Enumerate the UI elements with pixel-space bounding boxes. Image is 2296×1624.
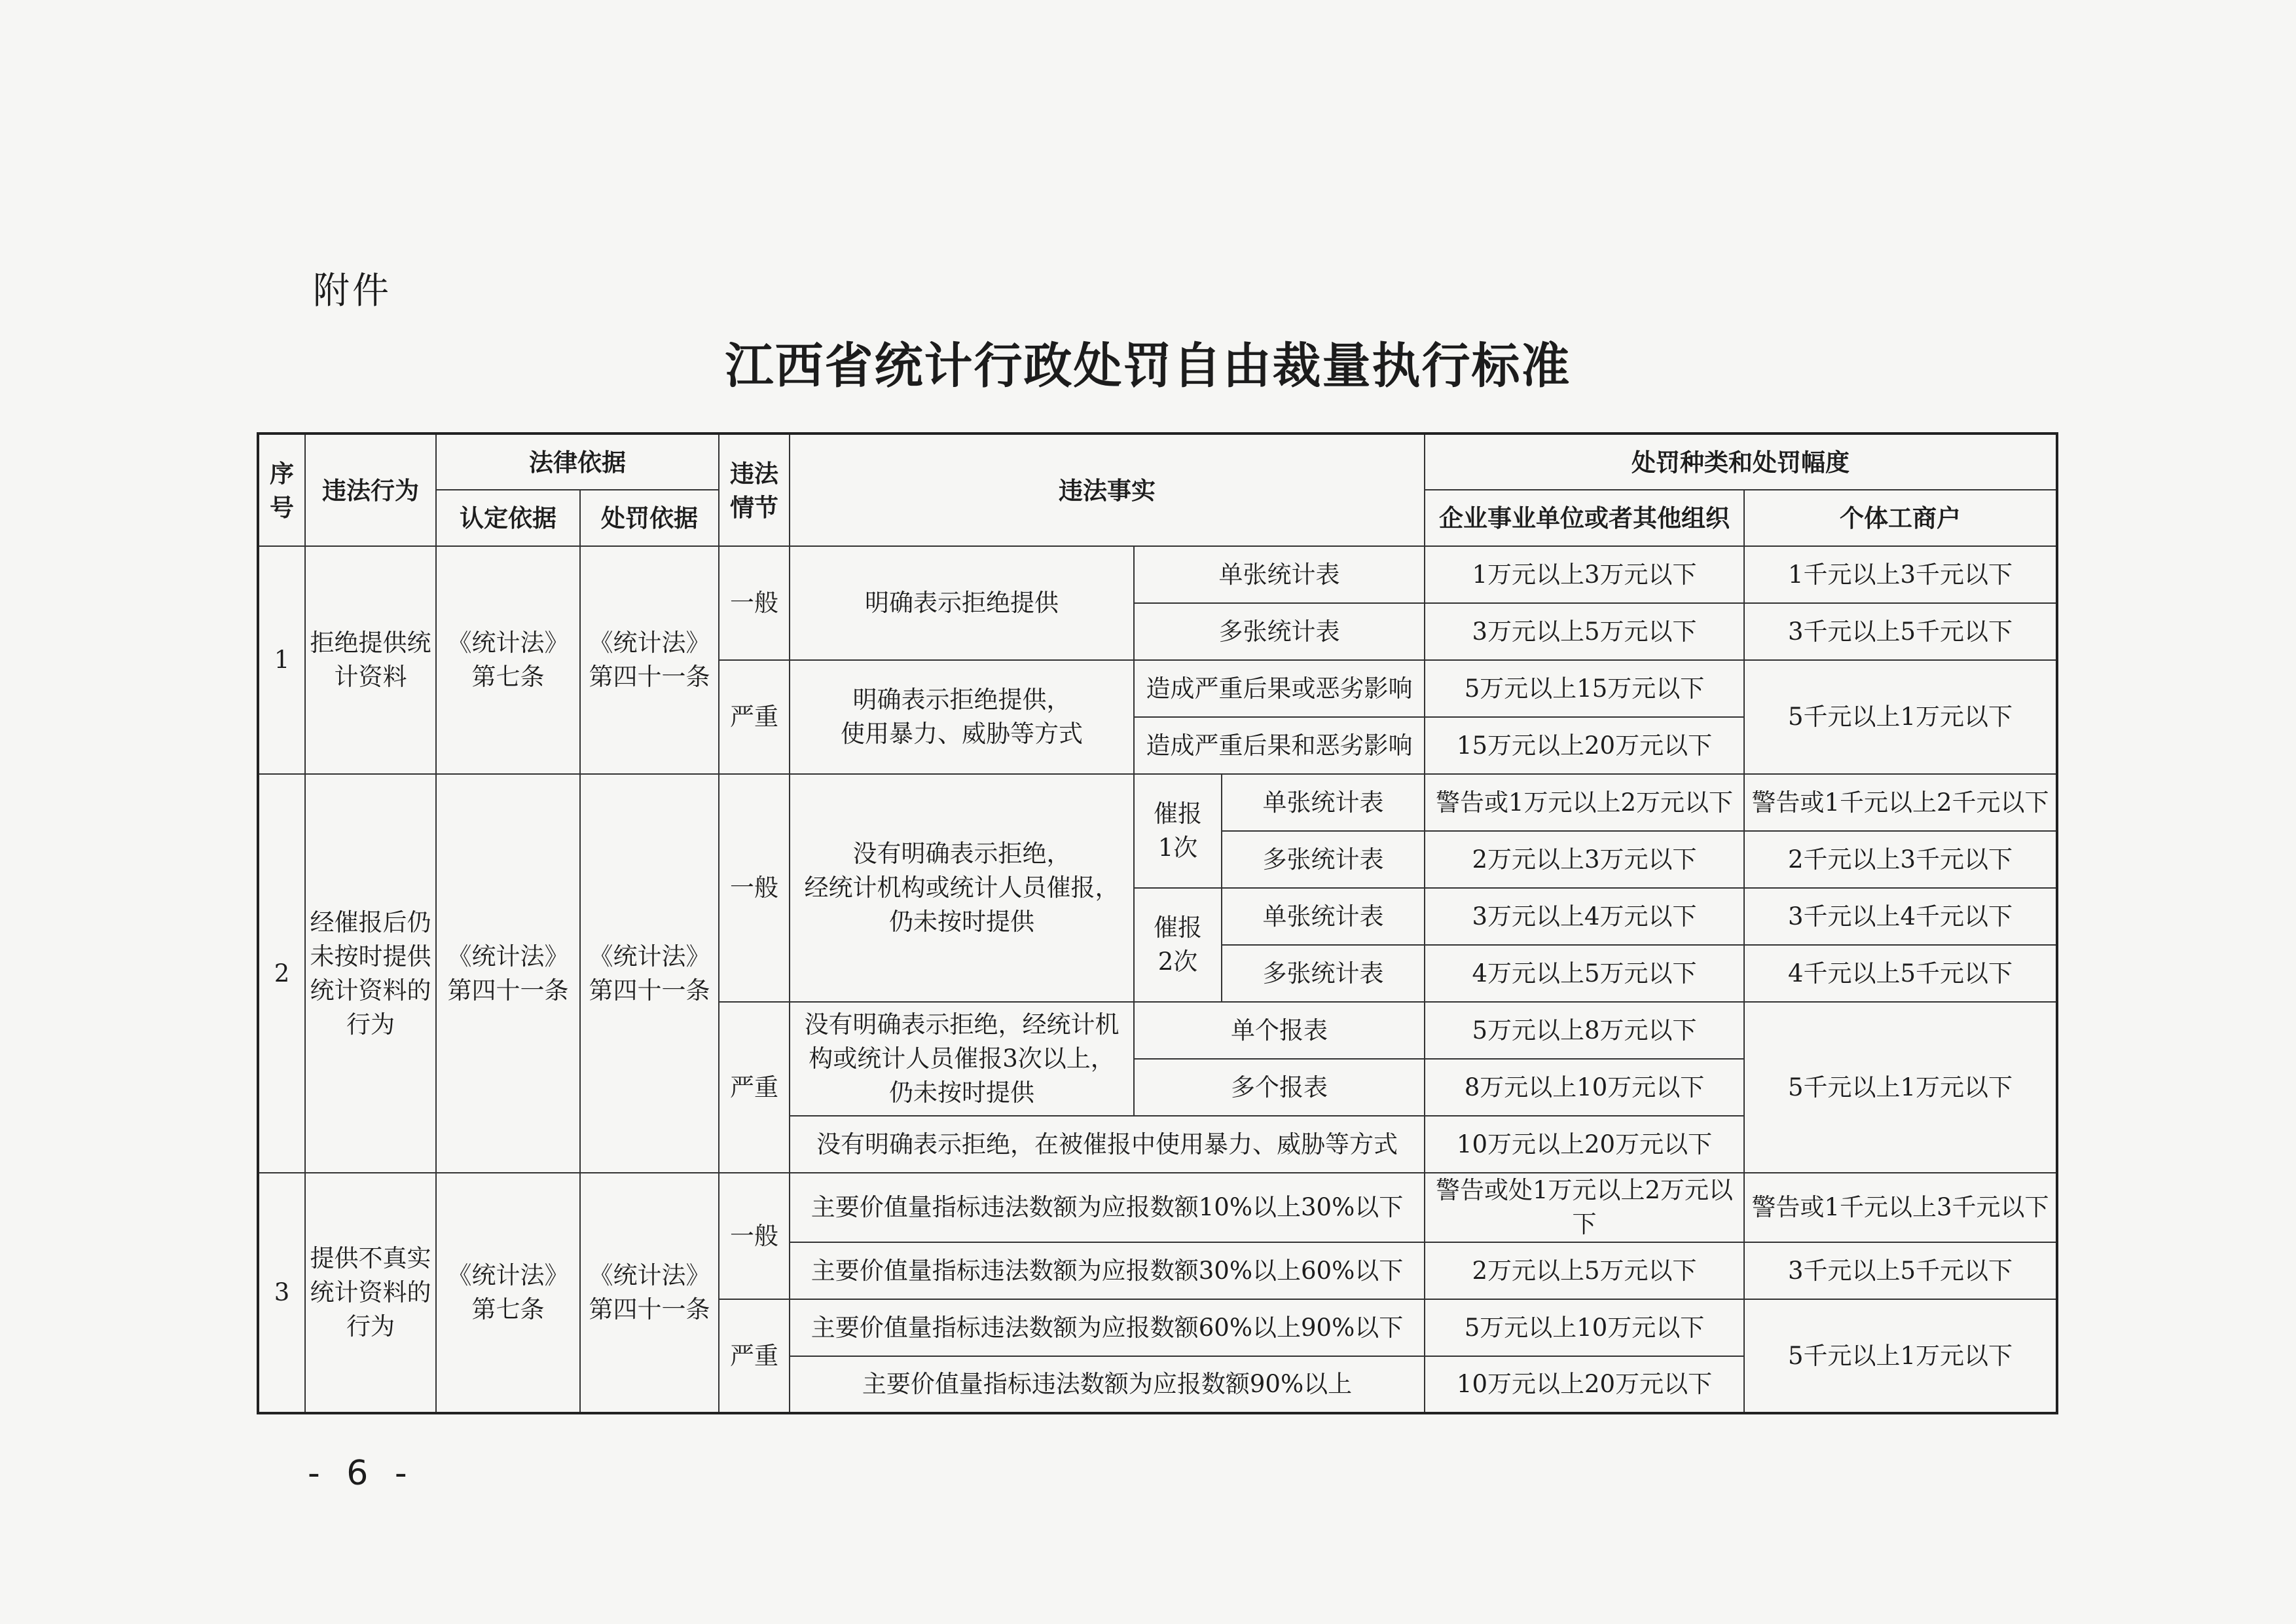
enterprise-penalty: 10万元以上20万元以下 xyxy=(1425,1116,1744,1173)
header-row-1 xyxy=(258,434,2057,490)
individual-penalty: 3千元以上5千元以下 xyxy=(1744,1242,2057,1299)
fact-sub-cell: 多个报表 xyxy=(1134,1059,1425,1116)
header-circumstance: 违法 情节 xyxy=(719,434,790,546)
individual-penalty: 5千元以上1万元以下 xyxy=(1744,1002,2057,1173)
header-penalty-range: 处罚种类和处罚幅度 xyxy=(1425,434,2057,490)
enterprise-penalty: 4万元以上5万元以下 xyxy=(1425,945,1744,1002)
row-behavior: 拒绝提供统计资料 xyxy=(305,546,436,774)
individual-penalty: 4千元以上5千元以下 xyxy=(1744,945,2057,1002)
urge-count-cell: 催报 2次 xyxy=(1134,888,1222,1002)
fact-cell: 明确表示拒绝提供 xyxy=(790,546,1134,660)
fact-cell: 主要价值量指标违法数额为应报数额10%以上30%以下 xyxy=(790,1173,1425,1242)
fact-sub-cell: 多张统计表 xyxy=(1134,603,1425,660)
individual-penalty: 警告或1千元以上2千元以下 xyxy=(1744,774,2057,831)
header-individual: 个体工商户 xyxy=(1744,490,2057,546)
row-no: 3 xyxy=(258,1173,305,1413)
row-identify-basis: 《统计法》 第四十一条 xyxy=(436,774,580,1173)
fact-cell: 主要价值量指标违法数额为应报数额30%以上60%以下 xyxy=(790,1242,1425,1299)
enterprise-penalty: 3万元以上5万元以下 xyxy=(1425,603,1744,660)
enterprise-penalty: 2万元以上3万元以下 xyxy=(1425,831,1744,888)
urge-count-cell: 催报 1次 xyxy=(1134,774,1222,888)
enterprise-penalty: 5万元以上15万元以下 xyxy=(1425,660,1744,717)
table-row xyxy=(258,774,2057,831)
fact-sub-cell: 造成严重后果或恶劣影响 xyxy=(1134,660,1425,717)
document-title: 江西省统计行政处罚自由裁量执行标准 xyxy=(725,338,1571,394)
fact-cell: 明确表示拒绝提供， 使用暴力、威胁等方式 xyxy=(790,660,1134,774)
fact-cell: 主要价值量指标违法数额为应报数额60%以上90%以下 xyxy=(790,1299,1425,1356)
enterprise-penalty: 8万元以上10万元以下 xyxy=(1425,1059,1744,1116)
table-row xyxy=(258,1173,2057,1242)
fact-sub-cell: 单张统计表 xyxy=(1222,774,1425,831)
enterprise-penalty: 5万元以上8万元以下 xyxy=(1425,1002,1744,1059)
fact-sub-cell: 多张统计表 xyxy=(1222,945,1425,1002)
individual-penalty: 1千元以上3千元以下 xyxy=(1744,546,2057,603)
header-facts: 违法事实 xyxy=(790,434,1425,546)
individual-penalty: 5千元以上1万元以下 xyxy=(1744,1299,2057,1413)
circumstance-general: 一般 xyxy=(719,546,790,660)
fact-sub-cell: 单个报表 xyxy=(1134,1002,1425,1059)
row-penalty-basis: 《统计法》 第四十一条 xyxy=(580,1173,719,1413)
header-penalty-basis: 处罚依据 xyxy=(580,490,719,546)
header-identify-basis: 认定依据 xyxy=(436,490,580,546)
circumstance-serious: 严重 xyxy=(719,1299,790,1413)
header-behavior: 违法行为 xyxy=(305,434,436,546)
enterprise-penalty: 3万元以上4万元以下 xyxy=(1425,888,1744,945)
individual-penalty: 3千元以上4千元以下 xyxy=(1744,888,2057,945)
enterprise-penalty: 1万元以上3万元以下 xyxy=(1425,546,1744,603)
fact-cell: 主要价值量指标违法数额为应报数额90%以上 xyxy=(790,1356,1425,1413)
row-penalty-basis: 《统计法》 第四十一条 xyxy=(580,774,719,1173)
fact-sub-cell: 单张统计表 xyxy=(1134,546,1425,603)
circumstance-general: 一般 xyxy=(719,1173,790,1299)
table-row xyxy=(258,546,2057,603)
enterprise-penalty: 警告或处1万元以上2万元以下 xyxy=(1425,1173,1744,1242)
discretion-standard-table xyxy=(257,432,2058,1414)
row-identify-basis: 《统计法》 第七条 xyxy=(436,546,580,774)
fact-sub-cell: 造成严重后果和恶劣影响 xyxy=(1134,717,1425,774)
row-no: 2 xyxy=(258,774,305,1173)
header-no: 序号 xyxy=(258,434,305,546)
row-penalty-basis: 《统计法》 第四十一条 xyxy=(580,546,719,774)
row-no: 1 xyxy=(258,546,305,774)
row-identify-basis: 《统计法》 第七条 xyxy=(436,1173,580,1413)
header-enterprise: 企业事业单位或者其他组织 xyxy=(1425,490,1744,546)
attachment-label: 附件 xyxy=(313,270,392,312)
individual-penalty: 5千元以上1万元以下 xyxy=(1744,660,2057,774)
fact-sub-cell: 单张统计表 xyxy=(1222,888,1425,945)
enterprise-penalty: 2万元以上5万元以下 xyxy=(1425,1242,1744,1299)
fact-cell: 没有明确表示拒绝，经统计机 构或统计人员催报3次以上， 仍未按时提供 xyxy=(790,1002,1134,1116)
individual-penalty: 警告或1千元以上3千元以下 xyxy=(1744,1173,2057,1242)
circumstance-general: 一般 xyxy=(719,774,790,1002)
row-behavior: 提供不真实统计资料的行为 xyxy=(305,1173,436,1413)
enterprise-penalty: 15万元以上20万元以下 xyxy=(1425,717,1744,774)
fact-sub-cell: 多张统计表 xyxy=(1222,831,1425,888)
enterprise-penalty: 10万元以上20万元以下 xyxy=(1425,1356,1744,1413)
enterprise-penalty: 5万元以上10万元以下 xyxy=(1425,1299,1744,1356)
enterprise-penalty: 警告或1万元以上2万元以下 xyxy=(1425,774,1744,831)
row-behavior: 经催报后仍未按时提供统计资料的行为 xyxy=(305,774,436,1173)
header-legal-basis: 法律依据 xyxy=(436,434,719,490)
page-number: - 6 - xyxy=(308,1454,415,1493)
fact-cell: 没有明确表示拒绝，在被催报中使用暴力、威胁等方式 xyxy=(790,1116,1425,1173)
fact-cell: 没有明确表示拒绝， 经统计机构或统计人员催报， 仍未按时提供 xyxy=(790,774,1134,1002)
circumstance-serious: 严重 xyxy=(719,1002,790,1173)
individual-penalty: 2千元以上3千元以下 xyxy=(1744,831,2057,888)
individual-penalty: 3千元以上5千元以下 xyxy=(1744,603,2057,660)
circumstance-serious: 严重 xyxy=(719,660,790,774)
